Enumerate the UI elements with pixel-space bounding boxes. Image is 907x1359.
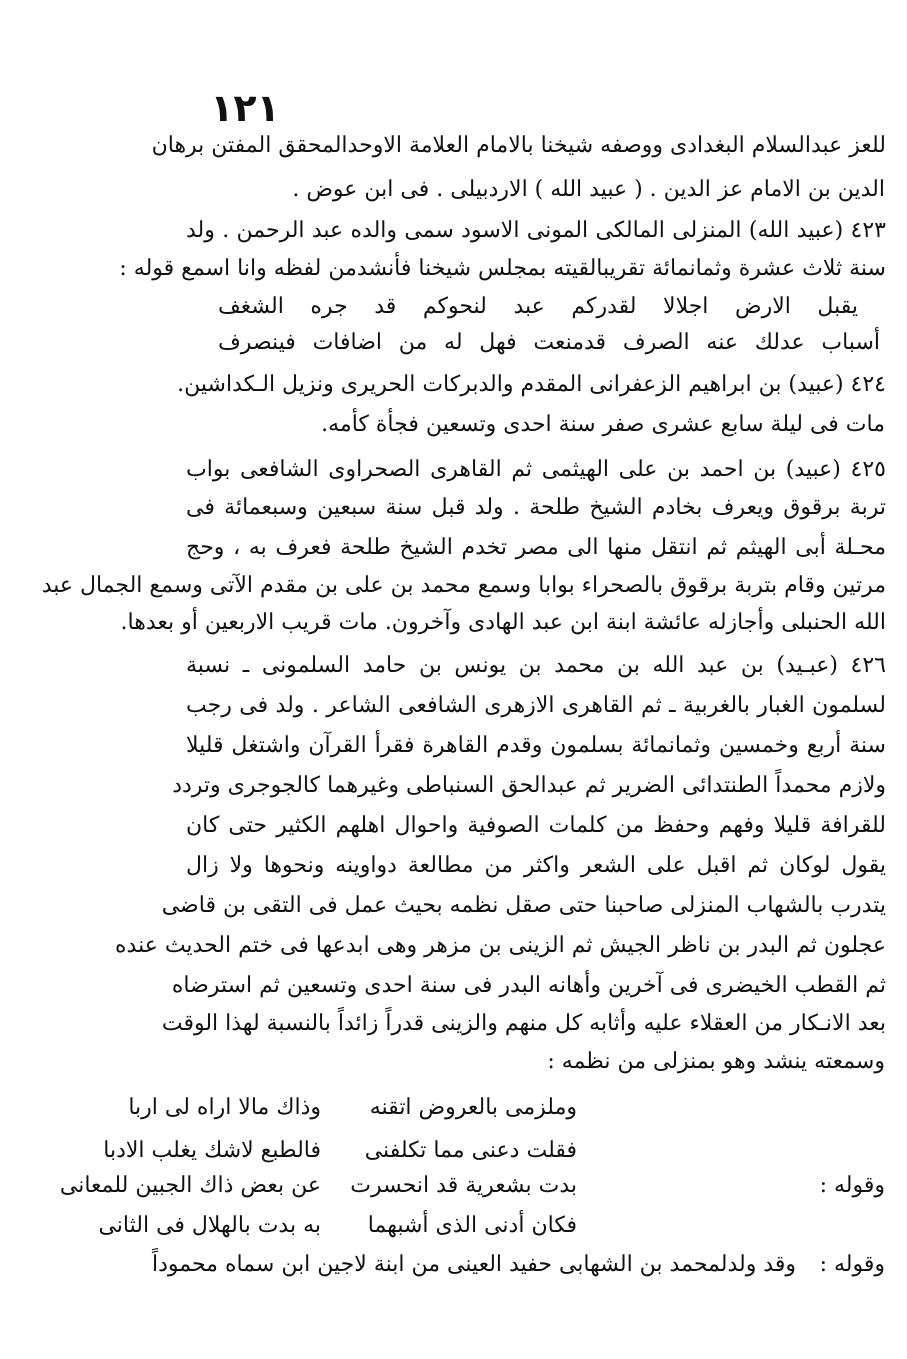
verse-first-hemistich: فقلت دعنى مما تكلفنى: [364, 1138, 577, 1163]
entry-426-heading: ٤٢٦ (عبـيد) بن عبد الله بن محمد بن يونس بن حامد السلمونى ـ نسبة: [186, 653, 886, 678]
verse-intro-label: وقوله :: [819, 1173, 885, 1198]
verse-second-hemistich: عن بعض ذاك الجبين للمعانى: [59, 1173, 321, 1198]
text-line: الدين بن الامام عز الدين . ( عبيد الله ) الاردبيلى . فى ابن عوض .: [292, 177, 885, 202]
verse-line: يقبل الارض اجلالا لقدركم عبد لنحوكم قد جره الشغف: [218, 294, 858, 319]
text-line: مرتين وقام بتربة برقوق بالصحراء بوابا وسمع محمد بن على بن مقدم الآتى وسمع الجمال عبد: [41, 573, 886, 598]
page-number: ١٢١: [210, 86, 280, 130]
text-line: محـلة أبى الهيثم ثم انتقل منها الى مصر تخدم الشيخ طلحة فعرف به ، وحج: [186, 535, 886, 560]
text-line: بعد الانـكار من العقلاء عليه وأثابه كل منهم والزينى قدراً زائداً بالنسبة لهذا الوقت: [161, 1011, 886, 1036]
text-line: يقول لوكان ثم اقبل على الشعر واكثر من مطالعة دواوينه ونحوها ولا زال: [186, 853, 886, 878]
verse-first-hemistich: فكان أدنى الذى أشبهما: [367, 1213, 577, 1238]
text-line: يتدرب بالشهاب المنزلى صاحبنا حتى صقل نظمه بحيث عمل فى التقى بن قاضى: [161, 893, 886, 918]
text-line: سنة أربع وخمسين وثمانمائة بسلمون وقدم القاهرة فقرأ القرآن واشتغل قليلا: [186, 733, 886, 758]
entry-423-heading: ٤٢٣ (عبيد الله) المنزلى المالكى المونى الاسود سمى والده عبد الرحمن . ولد: [186, 218, 886, 243]
verse-line: أسباب عدلك عنه الصرف قدمنعت فهل له من اضافات فينصرف: [218, 330, 880, 355]
verse-second-hemistich: وذاك مالا اراه لى اربا: [128, 1095, 321, 1120]
text-line: الله الحنبلى وأجازله عائشة ابنة ابن عبد الهادى وآخرون. مات قريب الاربعين أو بعدها.: [120, 610, 886, 635]
entry-425-heading: ٤٢٥ (عبيد) بن احمد بن على الهيثمى ثم القاهرى الصحراوى الشافعى بواب: [186, 457, 886, 482]
text-line: وقد ولدلمحمد بن الشهابى حفيد العينى من ابنة لاجين ابن سماه محموداً: [151, 1252, 796, 1277]
last-line-label: وقوله :: [819, 1252, 885, 1277]
text-line: سنة ثلاث عشرة وثمانمائة تقريبالقيته بمجلس شيخنا فأنشدمن لفظه وانا اسمع قوله :: [119, 256, 886, 281]
verse-first-hemistich: وملزمى بالعروض اتقنه: [369, 1095, 577, 1120]
verse-first-hemistich: بدت بشعرية قد انحسرت: [350, 1173, 577, 1198]
text-line: عجلون ثم البدر بن ناظر الجيش ثم الزينى بن مزهر وهى ابدعها فى ختم الحديث عنده: [115, 933, 886, 958]
verse-second-hemistich: فالطبع لاشك يغلب الادبا: [103, 1138, 321, 1163]
verse-second-hemistich: به بدت بالهلال فى الثانى: [98, 1213, 321, 1238]
entry-424-heading: ٤٢٤ (عبيد) بن ابراهيم الزعفرانى المقدم والدبركات الحريرى ونزيل الـكداشين.: [177, 372, 886, 397]
text-line: ولازم محمداً الطنتدائى الضرير ثم عبدالحق السنباطى وغيرهما كالجوجرى وتردد: [172, 773, 886, 798]
text-line: للعز عبدالسلام البغدادى ووصفه شيخنا بالامام العلامة الاوحدالمحقق المفتن برهان: [151, 133, 886, 158]
text-line: وسمعته ينشد وهو بمنزلى من نظمه :: [547, 1049, 885, 1074]
text-line: ثم القطب الخيضرى فى آخرين وأهانه البدر فى سنة احدى وتسعين ثم استرضاه: [171, 973, 886, 998]
text-line: مات فى ليلة سابع عشرى صفر سنة احدى وتسعين فجأة كأمه.: [321, 412, 885, 437]
text-line: لسلمون الغبار بالغربية ـ ثم القاهرى الازهرى الشافعى الشاعر . ولد فى رجب: [186, 693, 886, 718]
text-line: تربة برقوق ويعرف بخادم الشيخ طلحة . ولد قبل سنة سبعين وسبعمائة فى: [186, 495, 886, 520]
text-line: للقرافة قليلا وفهم وحفظ من كلمات الصوفية واحوال اهلهم الكثير حتى كان: [186, 813, 886, 838]
